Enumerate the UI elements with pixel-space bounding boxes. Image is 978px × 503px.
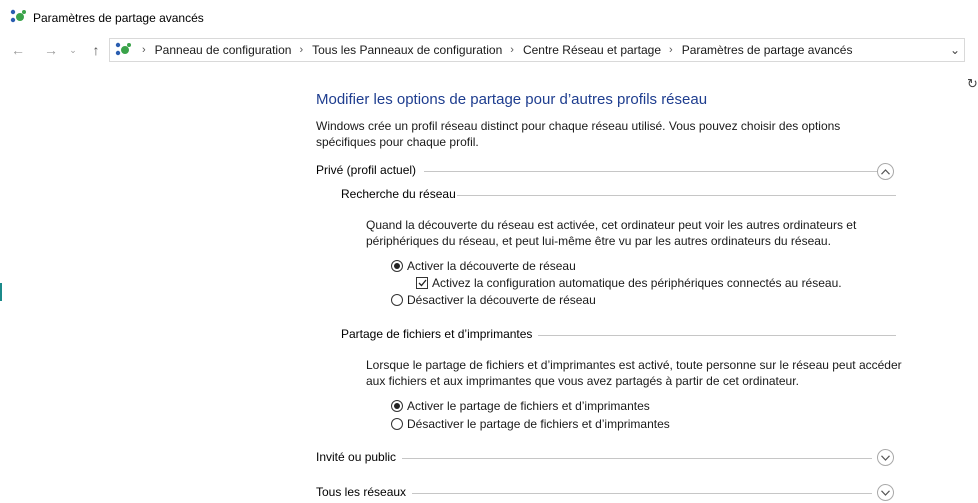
title-bar: [0, 0, 975, 36]
refresh-icon[interactable]: ↻: [967, 76, 978, 91]
section-divider: [457, 195, 896, 196]
section-guest-public: [316, 448, 896, 468]
address-dropdown-icon[interactable]: ⌄: [949, 43, 961, 57]
breadcrumb: [136, 39, 852, 61]
network-discovery-on-label[interactable]: Activer la découverte de réseau: [407, 259, 576, 273]
auto-config-checkbox[interactable]: [416, 277, 428, 289]
chevron-down-icon: [881, 455, 890, 461]
page-title: Modifier les options de partage pour d’autres profils réseau: [316, 91, 708, 108]
back-arrow-icon[interactable]: ←: [11, 42, 25, 58]
breadcrumb-item[interactable]: Tous les Panneaux de configuration: [312, 43, 503, 57]
section-divider: [538, 335, 896, 336]
auto-config-label[interactable]: Activez la configuration automatique des périphériques connectés au réseau.: [432, 276, 842, 290]
network-discovery-off-radio[interactable]: [391, 294, 403, 306]
breadcrumb-item[interactable]: Centre Réseau et partage: [522, 43, 662, 57]
radio-selected-dot: [394, 403, 400, 409]
file-sharing-on-radio[interactable]: [391, 400, 403, 412]
breadcrumb-separator-icon[interactable]: ›: [299, 44, 304, 56]
navigation-bar: [0, 36, 978, 91]
breadcrumb-separator-icon[interactable]: ›: [669, 44, 673, 56]
network-discovery-on-radio[interactable]: [391, 260, 403, 272]
breadcrumb-item[interactable]: Paramètres de partage avancés: [681, 43, 853, 57]
radio-selected-dot: [394, 263, 400, 269]
intro-text: Windows crée un profil réseau distinct pour chaque réseau utilisé. Vous pouvez choisir des options spécifiques pour chaque profil.: [316, 119, 841, 149]
file-sharing-off-option[interactable]: [391, 416, 670, 432]
network-discovery-on-option[interactable]: [391, 258, 576, 274]
window-title: Paramètres de partage avancés: [33, 11, 204, 25]
file-sharing-off-radio[interactable]: [391, 418, 403, 430]
navigation-pane-edge: [0, 283, 2, 301]
network-discovery-off-option[interactable]: [391, 292, 596, 308]
checkmark-icon: [418, 279, 427, 287]
network-discovery-off-label[interactable]: Désactiver la découverte de réseau: [407, 293, 596, 307]
section-divider: [402, 458, 872, 459]
address-bar[interactable]: [109, 38, 965, 62]
breadcrumb-separator-icon[interactable]: ›: [142, 44, 146, 56]
chevron-up-icon: [881, 169, 890, 175]
up-arrow-icon[interactable]: ↑: [92, 42, 100, 58]
network-discovery-heading: Recherche du réseau: [341, 187, 456, 201]
section-private-label: Privé (profil actuel): [316, 163, 422, 177]
file-sharing-heading: Partage de fichiers et d’imprimantes: [341, 327, 533, 341]
file-sharing-on-label[interactable]: Activer le partage de fichiers et d’imprimantes: [407, 399, 650, 413]
section-divider: [406, 493, 872, 494]
chevron-down-icon: [881, 490, 890, 496]
section-private: [316, 161, 896, 181]
forward-arrow-icon[interactable]: →: [44, 42, 58, 58]
expand-guest-public-button[interactable]: [877, 449, 894, 466]
subsection-file-sharing: [341, 325, 896, 345]
network-discovery-description: Quand la découverte du réseau est activée, cet ordinateur peut voir les autres ordinateurs et périphériques du réseau, et peut lui-même être vu par les autres ordinateurs du réseau.: [366, 218, 857, 248]
section-guest-public-label: Invité ou public: [316, 450, 402, 464]
section-all-networks: [316, 483, 896, 503]
file-sharing-description: Lorsque le partage de fichiers et d’imprimantes est activé, toute personne sur le réseau peut accéder aux fichiers et aux imprimantes que vous avez partagés à partir de cet ordinateur.: [366, 358, 902, 388]
breadcrumb-separator-icon[interactable]: ›: [510, 44, 514, 56]
expand-all-networks-button[interactable]: [877, 484, 894, 501]
section-all-networks-label: Tous les réseaux: [316, 485, 412, 499]
file-sharing-on-option[interactable]: [391, 398, 650, 414]
collapse-private-button[interactable]: [877, 163, 894, 180]
auto-config-option[interactable]: [416, 275, 842, 291]
file-sharing-off-label[interactable]: Désactiver le partage de fichiers et d’imprimantes: [407, 417, 670, 431]
section-divider: [424, 171, 881, 172]
network-sharing-icon: [114, 42, 132, 58]
recent-locations-chevron-icon[interactable]: ⌄: [69, 44, 77, 55]
subsection-network-discovery: [341, 185, 896, 205]
breadcrumb-item[interactable]: Panneau de configuration: [154, 43, 292, 57]
network-sharing-icon: [9, 9, 27, 25]
